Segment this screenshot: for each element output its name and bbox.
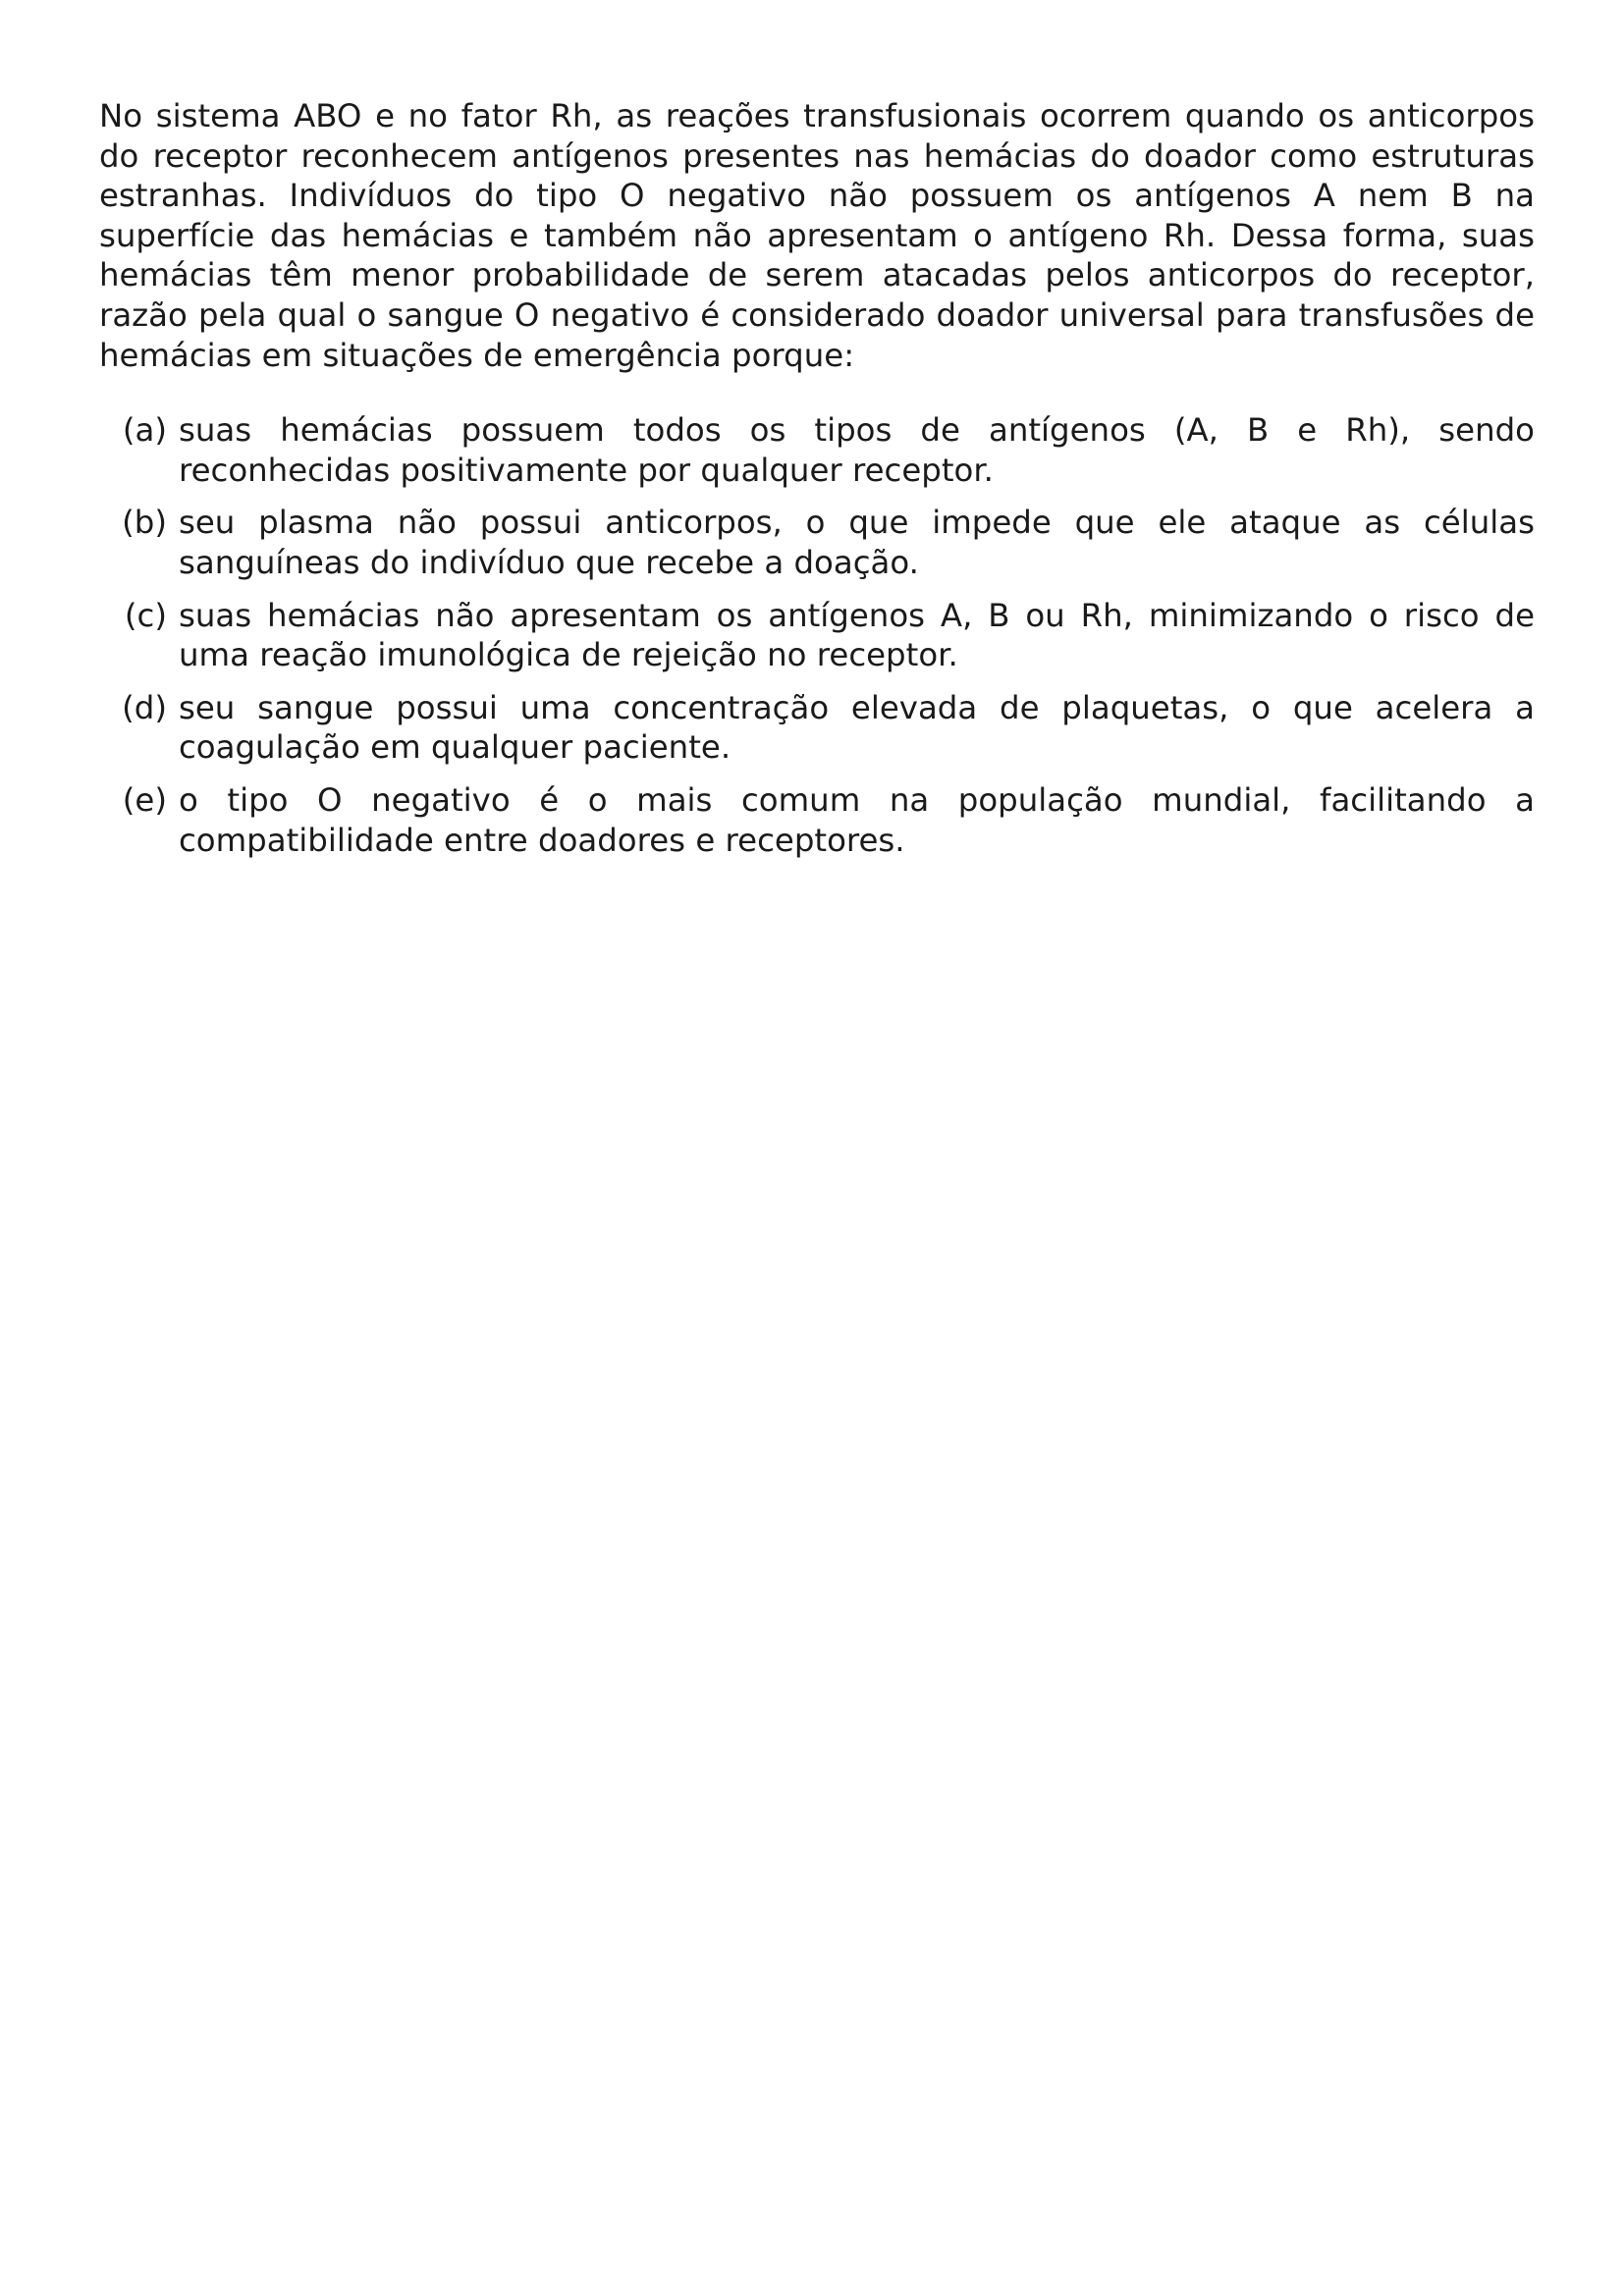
option-label: (a) <box>122 411 167 450</box>
question-stem: No sistema ABO e no fator Rh, as reações transfusionais ocorrem quando os anticorpos do receptor reconhecem antígenos presentes nas hemácias do doador como estruturas estranhas. Indivíduos do tipo O negativo não possuem os antígenos A nem B na superfície das hemácias e também não apresentam o antígeno Rh. Dessa forma, suas hemácias têm menor probabilidade de serem atacadas pelos anticorpos do receptor, razão pela qual o sangue O negativo é considerado doador universal para transfusões de hemácias em situações de emergência porque: <box>99 97 1535 374</box>
document-page <box>99 96 1535 873</box>
option-text: suas hemácias não apresentam os antígenos A, B ou Rh, minimizando o risco de uma reação imunológica de rejeição no receptor. <box>179 596 1535 674</box>
option-label: (c) <box>124 596 167 634</box>
option-text: seu plasma não possui anticorpos, o que impede que ele ataque as células sanguíneas do indivíduo que recebe a doação. <box>179 504 1535 581</box>
option-b <box>99 503 1535 582</box>
option-label: (e) <box>122 780 167 819</box>
option-text: suas hemácias possuem todos os tipos de antígenos (A, B e Rh), sendo reconhecidas positivamente por qualquer receptor. <box>179 411 1535 489</box>
option-d <box>99 688 1535 768</box>
option-text: o tipo O negativo é o mais comum na população mundial, facilitando a compatibilidade entre doadores e receptores. <box>179 780 1535 859</box>
option-e <box>99 780 1535 860</box>
option-c <box>99 596 1535 675</box>
answer-options <box>99 410 1535 860</box>
option-text: seu sangue possui uma concentração elevada de plaquetas, o que acelera a coagulação em qualquer paciente. <box>179 688 1535 767</box>
option-a <box>99 410 1535 490</box>
option-label: (b) <box>122 504 167 542</box>
option-label: (d) <box>122 688 167 726</box>
